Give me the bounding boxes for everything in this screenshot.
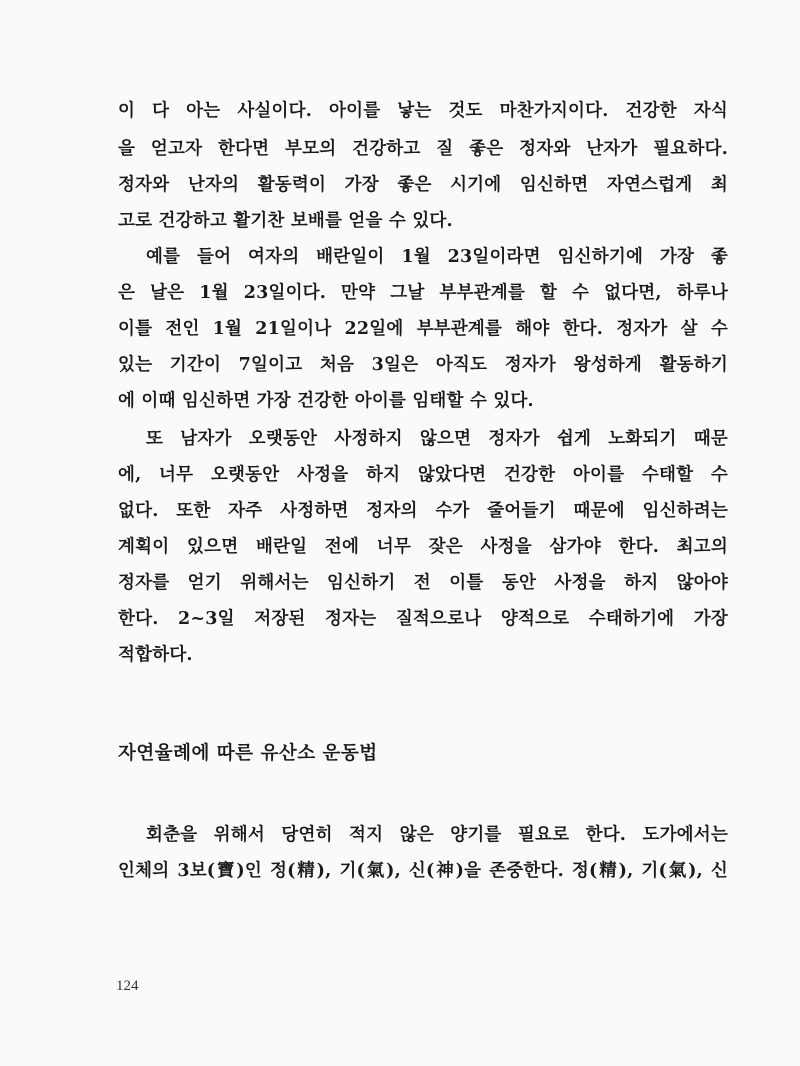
text-line: 없다. 또한 자주 사정하면 정자의 수가 줄어들기 때문에 임신하려는 [118,501,728,521]
text-line: 적합하다. [118,645,193,665]
text-line: 계획이 있으면 배란일 전에 너무 잦은 사정을 삼가야 한다. 최고의 [118,537,728,557]
text-line: 이 다 아는 사실이다. 아이를 낳는 것도 마찬가지이다. 건강한 자식 [118,101,728,121]
text-line: 회춘을 위해서 당연히 적지 않은 양기를 필요로 한다. 도가에서는 [146,825,728,845]
text-line: 또 남자가 오랫동안 사정하지 않으면 정자가 쉽게 노화되기 때문 [146,429,728,449]
text-line: 정자를 얻기 위해서는 임신하기 전 이틀 동안 사정을 하지 않아야 [118,573,728,593]
section-heading: 자연율례에 따른 유산소 운동법 [118,743,378,764]
text-line: 고로 건강하고 활기찬 보배를 얻을 수 있다. [118,211,453,231]
text-line: 한다. 2~3일 저장된 정자는 질적으로나 양적으로 수태하기에 가장 [118,609,728,629]
page-number: 124 [116,978,139,994]
text-line: 있는 기간이 7일이고 처음 3일은 아직도 정자가 왕성하게 활동하기 [118,355,728,375]
text-line: 은 날은 1월 23일이다. 만약 그날 부부관계를 할 수 없다면, 하루나 [118,283,728,303]
text-line: 이틀 전인 1월 21일이나 22일에 부부관계를 해야 한다. 정자가 살 수 [118,319,728,339]
text-line: 인체의 3보(寶)인 정(精), 기(氣), 신(神)을 존중한다. 정(精), 기(氣), 신 [118,861,728,881]
text-line: 에 이때 임신하면 가장 건강한 아이를 임태할 수 있다. [118,391,534,411]
text-line: 을 얻고자 한다면 부모의 건강하고 질 좋은 정자와 난자가 필요하다. [118,139,728,159]
text-line: 예를 들어 여자의 배란일이 1월 23일이라면 임신하기에 가장 좋 [146,247,728,267]
text-line: 정자와 난자의 활동력이 가장 좋은 시기에 임신하면 자연스럽게 최 [118,175,728,195]
text-line: 에, 너무 오랫동안 사정을 하지 않았다면 건강한 아이를 수태할 수 [118,465,728,485]
